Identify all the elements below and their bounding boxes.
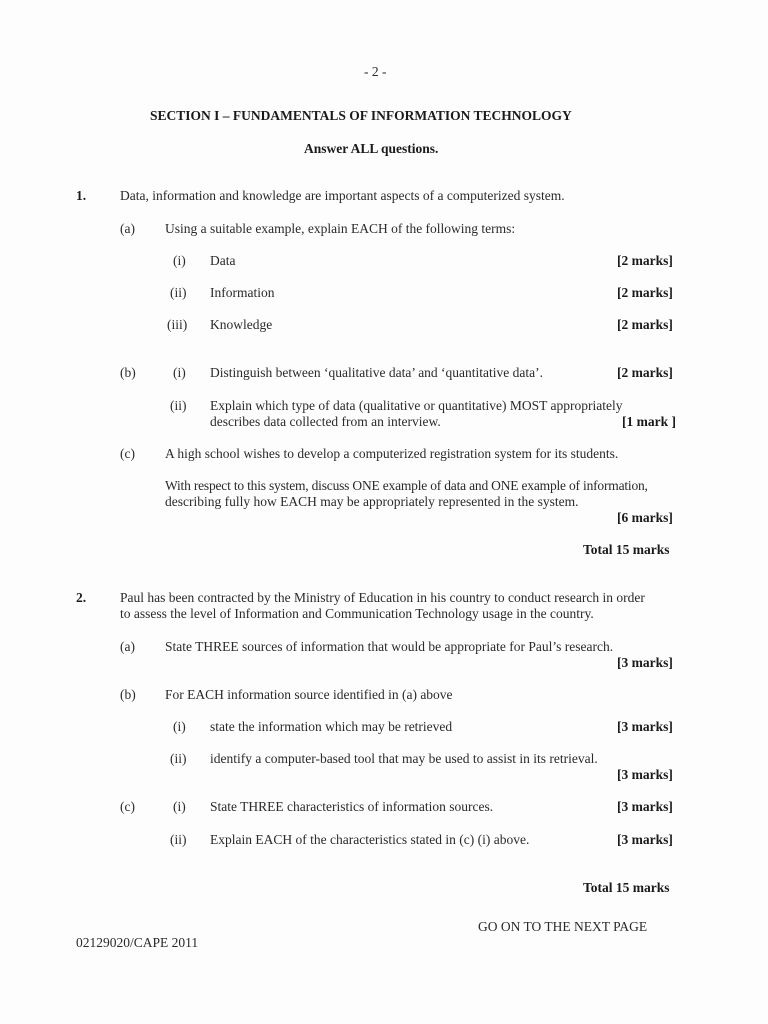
q2b-ii-text: identify a computer-based tool that may be used to assist in its retrieval. <box>210 751 598 766</box>
q2c-ii-roman: (ii) <box>170 832 187 847</box>
q1b-ii-marks: [1 mark ] <box>622 414 676 429</box>
q1b-i-marks: [2 marks] <box>617 365 673 380</box>
q1a-i-text: Data <box>210 253 236 268</box>
q2-line2: to assess the level of Information and Communication Technology usage in the country. <box>120 606 594 621</box>
paper-code: 02129020/CAPE 2011 <box>76 935 199 950</box>
q2-number: 2. <box>76 590 87 605</box>
q2a-text: State THREE sources of information that would be appropriate for Paul’s research. <box>165 639 614 654</box>
q1a-ii-text: Information <box>210 285 275 300</box>
q1c-marks: [6 marks] <box>617 510 673 525</box>
next-page-note: GO ON TO THE NEXT PAGE <box>478 919 648 934</box>
q1b-ii-roman: (ii) <box>170 398 187 413</box>
q1b-ii-line1: Explain which type of data (qualitative or quantitative) MOST appropriately <box>210 398 623 413</box>
q1a-i-marks: [2 marks] <box>617 253 673 268</box>
q2-total: Total 15 marks <box>583 880 670 895</box>
q1a-ii-marks: [2 marks] <box>617 285 673 300</box>
q1b-ii-line2: describes data collected from an interview. <box>210 414 441 429</box>
q1-total: Total 15 marks <box>583 542 670 557</box>
q2b-i-roman: (i) <box>173 719 186 734</box>
q2c-i-roman: (i) <box>173 799 186 814</box>
q2c-i-text: State THREE characteristics of information sources. <box>210 799 494 814</box>
q1c-text: A high school wishes to develop a computerized registration system for its students. <box>165 446 619 461</box>
q1a-ii-roman: (ii) <box>170 285 187 300</box>
instruction: Answer ALL questions. <box>304 141 439 156</box>
q1a-iii-roman: (iii) <box>167 317 188 332</box>
q1b-i-roman: (i) <box>173 365 186 380</box>
q2c-ii-text: Explain EACH of the characteristics stated in (c) (i) above. <box>210 832 530 847</box>
q1a-text: Using a suitable example, explain EACH of the following terms: <box>165 221 516 236</box>
q2c-ii-marks: [3 marks] <box>617 832 673 847</box>
q1b-i-text: Distinguish between ‘qualitative data’ and ‘quantitative data’. <box>210 365 544 380</box>
q1-number: 1. <box>76 188 87 203</box>
q1c-line2: describing fully how EACH may be appropriately represented in the system. <box>165 494 579 509</box>
q2b-i-marks: [3 marks] <box>617 719 673 734</box>
q1a-label: (a) <box>120 221 135 236</box>
q1-stem: Data, information and knowledge are important aspects of a computerized system. <box>120 188 565 203</box>
q1a-iii-text: Knowledge <box>210 317 273 332</box>
q1a-i-roman: (i) <box>173 253 186 268</box>
q2b-text: For EACH information source identified in (a) above <box>165 687 453 702</box>
q2a-marks: [3 marks] <box>617 655 673 670</box>
q2b-i-text: state the information which may be retrieved <box>210 719 453 734</box>
q2b-ii-marks: [3 marks] <box>617 767 673 782</box>
q2-line1: Paul has been contracted by the Ministry of Education in his country to conduct research in order <box>120 590 645 605</box>
q2c-label: (c) <box>120 799 135 814</box>
q2c-i-marks: [3 marks] <box>617 799 673 814</box>
q2b-ii-roman: (ii) <box>170 751 187 766</box>
q1a-iii-marks: [2 marks] <box>617 317 673 332</box>
page-number: - 2 - <box>364 64 387 79</box>
section-title: SECTION I – FUNDAMENTALS OF INFORMATION TECHNOLOGY <box>150 108 572 123</box>
q1b-label: (b) <box>120 365 136 380</box>
q2b-label: (b) <box>120 687 136 702</box>
q2a-label: (a) <box>120 639 135 654</box>
q1c-line1: With respect to this system, discuss ONE example of data and ONE example of information, <box>165 478 648 493</box>
q1c-label: (c) <box>120 446 135 461</box>
